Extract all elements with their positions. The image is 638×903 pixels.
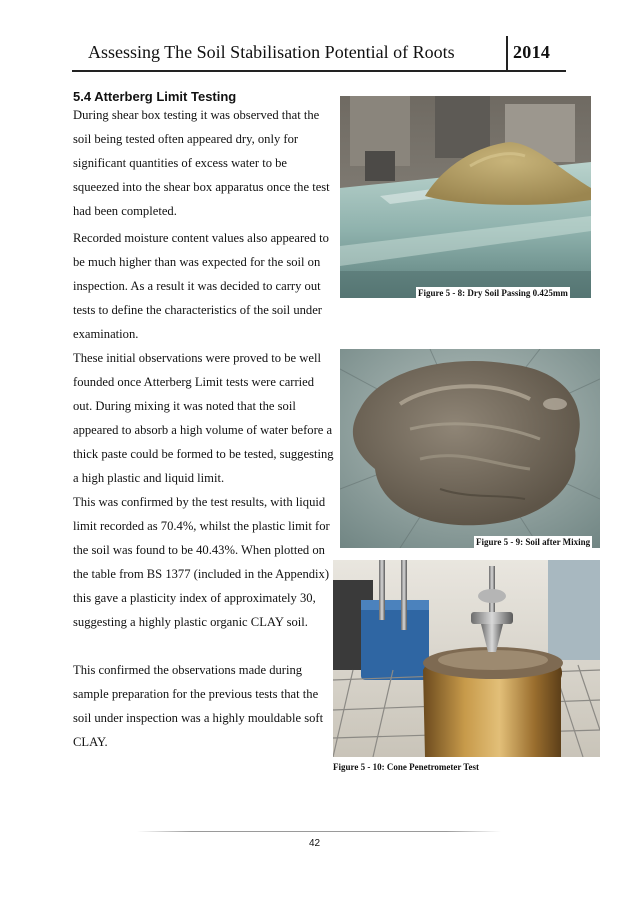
section-heading: 5.4 Atterberg Limit Testing (73, 89, 237, 104)
page-header-title: Assessing The Soil Stabilisation Potential of Roots (88, 42, 455, 62)
footer-rule (137, 831, 501, 832)
figure-dry-soil-photo (340, 96, 591, 298)
figure-caption-cone-penetrometer: Figure 5 - 10: Cone Penetrometer Test (333, 762, 479, 772)
figure-mixed-soil-photo (340, 349, 600, 548)
paragraph-initial-observations: These initial observations were proved to be well founded once Atterberg Limit tests were carried out. During mixing it was noted that the soil appeared to absorb a high volume of water before a thick paste could be formed to be tested, suggesting a high plastic and liquid limit. (73, 351, 334, 485)
paragraph-test-results: This was confirmed by the test results, with liquid limit recorded as 70.4%, whilst the plastic limit for the soil was found to be 40.43%. When plotted on the table from BS 1377 (included in the Appendix) this gave a plasticity index of approximately 30, suggesting a highly plastic organic CLAY soil. (73, 495, 330, 629)
header-divider (506, 36, 508, 70)
paragraph-moisture-content: Recorded moisture content values also appeared to be much higher than was expected for the soil on inspection. As a result it was decided to carry out tests to define the characteristics of the soil under examination. (73, 231, 329, 341)
paragraph-conclusion: This confirmed the observations made during sample preparation for the previous tests that the soil under inspection was a highly mouldable soft CLAY. (73, 663, 324, 749)
figure-caption-mixed-soil: Figure 5 - 9: Soil after Mixing (476, 537, 591, 547)
page-number: 42 (309, 838, 321, 849)
page-header-year: 2014 (513, 42, 551, 62)
figure-caption-dry-soil: Figure 5 - 8: Dry Soil Passing 0.425mm (418, 288, 568, 298)
paragraph-shear-box-observation: During shear box testing it was observed that the soil being tested often appeared dry, only for significant quantities of excess water to be squeezed into the shear box apparatus once the test had been completed. (73, 108, 330, 218)
figure-cone-penetrometer-photo (333, 560, 600, 757)
header-rule (72, 70, 566, 72)
